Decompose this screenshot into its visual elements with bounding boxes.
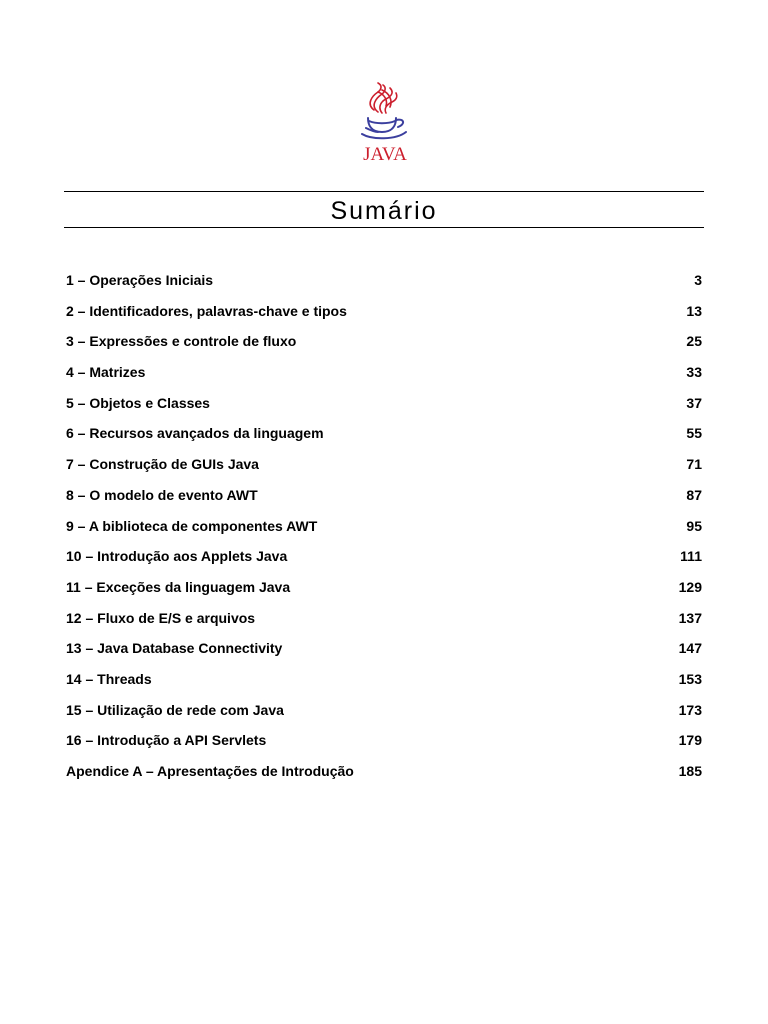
toc-entry-page: 129 [678,578,702,595]
toc-entry[interactable] [66,514,702,545]
toc-entry[interactable] [66,329,702,360]
toc-entry-title: Apendice A – Apresentações de Introdução [66,763,354,779]
table-of-contents [66,268,702,790]
toc-entry-page: 153 [678,670,702,687]
toc-entry[interactable] [66,421,702,452]
toc-entry[interactable] [66,636,702,667]
toc-entry-page: 71 [686,456,702,473]
toc-entry-title: 16 – Introdução a API Servlets [66,732,267,749]
toc-entry-page: 3 [694,272,702,288]
toc-entry[interactable] [66,268,702,299]
toc-entry-page: 111 [680,548,702,565]
toc-entry[interactable] [66,698,702,729]
toc-entry[interactable] [66,575,702,606]
java-coffee-cup-icon [352,80,418,166]
toc-entry-page: 13 [686,302,702,319]
toc-entry[interactable] [66,759,702,790]
bottom-rule [64,227,704,228]
toc-entry-title: 5 – Objetos e Classes [66,394,210,411]
toc-entry-title: 8 – O modelo de evento AWT [66,486,258,503]
toc-entry[interactable] [66,299,702,330]
toc-entry-page: 185 [678,763,702,779]
toc-entry-page: 25 [686,333,702,350]
toc-entry-page: 179 [678,732,702,749]
top-rule [64,191,704,192]
toc-entry-page: 137 [678,609,702,626]
toc-entry-title: 4 – Matrizes [66,364,146,381]
toc-entry-page: 173 [678,701,702,718]
toc-entry-page: 87 [686,486,702,503]
toc-entry[interactable] [66,360,702,391]
toc-entry[interactable] [66,452,702,483]
toc-entry[interactable] [66,483,702,514]
toc-entry-page: 95 [686,517,702,534]
toc-entry-title: 14 – Threads [66,670,152,687]
toc-entry-title: 2 – Identificadores, palavras-chave e tipos [66,302,347,319]
toc-entry[interactable] [66,544,702,575]
toc-entry-title: 15 – Utilização de rede com Java [66,701,284,718]
toc-entry-title: 1 – Operações Iniciais [66,272,214,288]
toc-entry-page: 55 [686,425,702,442]
toc-entry-title: 6 – Recursos avançados da linguagem [66,425,324,442]
toc-entry[interactable] [66,606,702,637]
toc-entry[interactable] [66,728,702,759]
toc-entry-title: 12 – Fluxo de E/S e arquivos [66,609,256,626]
toc-entry-title: 9 – A biblioteca de componentes AWT [66,517,318,534]
toc-entry-page: 147 [678,640,702,657]
logo-wordmark: JAVA [363,144,407,165]
toc-entry-title: 13 – Java Database Connectivity [66,640,283,657]
page-title: Sumário [330,197,438,225]
toc-entry[interactable] [66,391,702,422]
toc-entry-title: 7 – Construção de GUIs Java [66,456,259,473]
toc-entry-title: 10 – Introdução aos Applets Java [66,548,288,565]
toc-entry-title: 11 – Exceções da linguagem Java [66,578,291,595]
toc-entry[interactable] [66,667,702,698]
toc-entry-title: 3 – Expressões e controle de fluxo [66,333,297,350]
toc-entry-page: 37 [686,394,702,411]
java-logo [352,80,418,166]
toc-entry-page: 33 [686,364,702,381]
